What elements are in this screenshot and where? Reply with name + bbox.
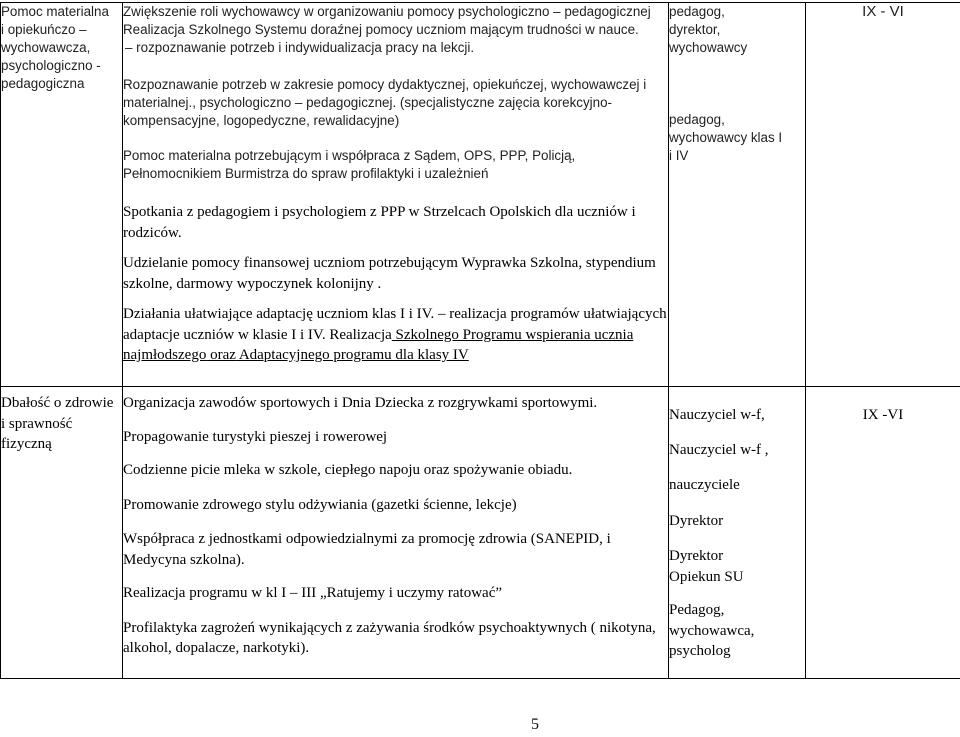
page-number: 5	[531, 716, 539, 733]
task-text: – rozpoznawanie potrzeb i indywidualizacja pracy na lekcji.	[125, 40, 475, 55]
area-cell	[1, 387, 123, 679]
term-text: IX - VI	[862, 3, 904, 20]
responsible-text: Nauczyciel w-f,	[669, 407, 765, 423]
task-text: Organizacja zawodów sportowych i Dnia Dziecka z rozgrywkami sportowymi.	[123, 395, 598, 411]
task-text: Codzienne picie mleka w szkole, ciepłego napoju oraz spożywanie obiadu.	[123, 462, 573, 478]
responsible-text: nauczyciele	[669, 477, 740, 493]
responsible-text: Dyrektor	[669, 512, 724, 529]
plan-table	[0, 2, 960, 679]
area-label: Pomoc materialna i opiekuńczo – wychowawcza, psychologiczno - pedagogiczna	[1, 4, 109, 91]
task-text-part: oraz	[206, 347, 236, 363]
task-text: Realizacja Szkolnego Systemu doraźnej pomocy uczniom mającym trudności w nauce.	[123, 22, 639, 37]
task-text-part: Działania ułatwiające adaptację uczniom klas I i IV. – realizacja programów ułatwiających adaptacje uczniów w klasie I i IV. Realizacja	[123, 306, 667, 343]
task-text: Spotkania z pedagogiem i psychologiem z PPP w Strzelcach Opolskich dla uczniów i rodziców.	[123, 204, 636, 241]
task-text: Udzielanie pomocy finansowej uczniom potrzebującym Wyprawka Szkolna, stypendium szkolne, darmowy wypoczynek kolonijny .	[123, 255, 656, 292]
task-text: Realizacja programu w kl I – III „Ratujemy i uczymy ratować”	[123, 585, 503, 601]
program-link: Adaptacyjnego programu dla klasy IV	[235, 347, 469, 363]
task-text: Propagowanie turystyki pieszej i rowerowej	[123, 428, 388, 445]
task-text: Pomoc materialna potrzebującym i współpraca z Sądem, OPS, PPP, Policją, Pełnomocnikiem Burmistrza do spraw profilaktyki i uzależnień	[123, 148, 576, 181]
responsible-cell	[669, 387, 806, 679]
task-text	[123, 304, 668, 366]
term-cell	[806, 387, 960, 679]
task-text: Promowanie zdrowego stylu odżywiania (gazetki ścienne, lekcje)	[123, 496, 517, 513]
term-text: IX -VI	[862, 407, 904, 423]
responsible-text: Nauczyciel w-f ,	[669, 441, 769, 458]
responsible-text: Dyrektor Opiekun SU	[669, 548, 744, 585]
responsible-text: pedagog, dyrektor, wychowawcy	[669, 4, 748, 55]
tasks-cell	[123, 3, 669, 387]
table-row	[1, 387, 960, 679]
table-row	[1, 3, 960, 387]
tasks-cell	[123, 387, 669, 679]
program-link: Szkolnego Programu wspierania ucznia najmłodszego	[123, 326, 634, 363]
area-label: Dbałość o zdrowie i sprawność fizyczną	[1, 395, 114, 452]
task-text: Profilaktyka zagrożeń wynikających z zażywania środków psychoaktywnych ( nikotyna, alkohol, dopalacze, narkotyki).	[123, 619, 656, 656]
task-title: Zwiększenie roli wychowawcy w organizowaniu pomocy psychologiczno – pedagogicznej	[123, 4, 651, 19]
area-cell	[1, 3, 123, 387]
responsible-text: Pedagog, wychowawca, psycholog	[669, 602, 755, 659]
responsible-cell	[669, 3, 806, 387]
task-text: Rozpoznawanie potrzeb w zakresie pomocy dydaktycznej, opiekuńczej, wychowawczej i materialnej., psychologiczno – pedagogicznej. (specjalistyczne zajęcia korekcyjno-kompensacyjne, logopedyczne, rewalidacyjne)	[123, 77, 647, 128]
responsible-text: pedagog, wychowawcy klas I i IV	[669, 112, 783, 163]
term-cell	[806, 3, 960, 387]
task-text: Współpraca z jednostkami odpowiedzialnymi za promocję zdrowia (SANEPID, i Medycyna szkolna).	[123, 531, 611, 568]
